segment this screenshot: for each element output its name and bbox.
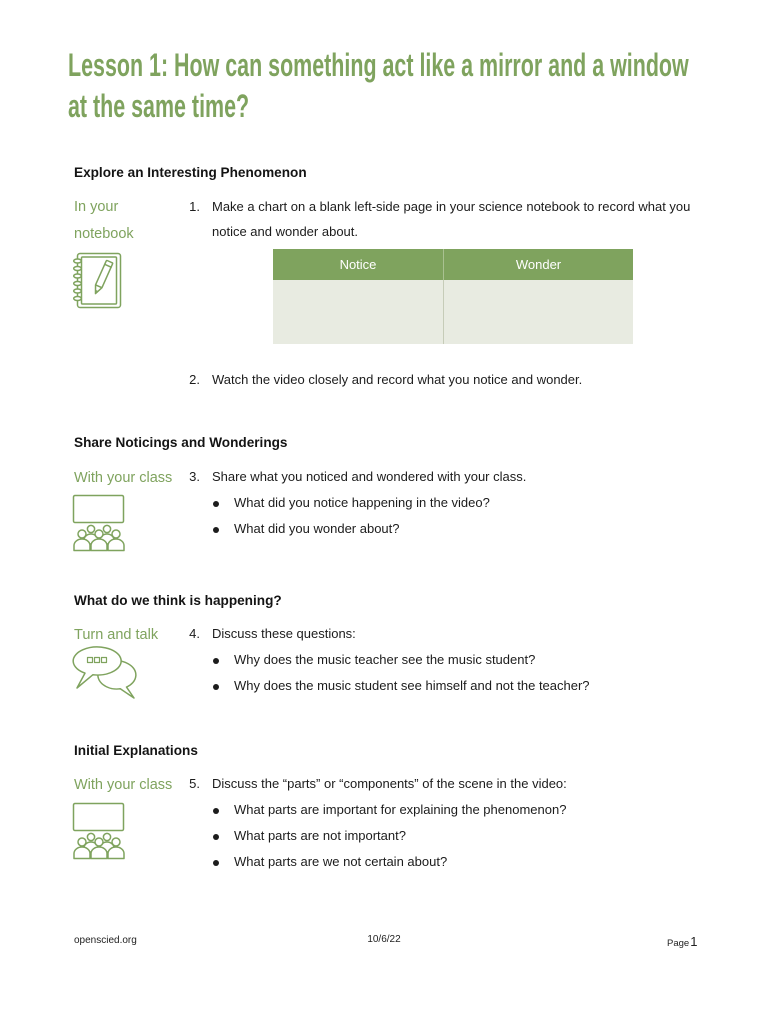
notice-wonder-table (273, 249, 633, 344)
section-share-noticings (0, 433, 768, 583)
bullet-item (0, 490, 768, 516)
bullet-item (0, 516, 768, 542)
numbered-item (0, 194, 768, 244)
bullet-text: What did you wonder about? (234, 521, 400, 536)
bullet-text: Why does the music student see himself and not the teacher? (234, 678, 590, 693)
footer-page-number (667, 934, 697, 952)
item-text: Make a chart on a blank left-side page in your science notebook to record what you notice and wonder about. (212, 199, 691, 239)
bullet-text: Why does the music teacher see the music student? (234, 652, 536, 667)
bullet-item (0, 673, 768, 699)
bullet-dot (213, 684, 219, 690)
page-number: 1 (690, 934, 698, 949)
bullet-dot (213, 808, 219, 814)
section-initial-explanations (0, 741, 768, 891)
footer-date: 10/6/22 (367, 934, 401, 945)
section-heading: Share Noticings and Wonderings (74, 435, 288, 450)
numbered-item (0, 464, 768, 542)
bullet-text: What parts are we not certain about? (234, 854, 448, 869)
bullet-item (0, 823, 768, 849)
section-heading: Initial Explanations (74, 743, 198, 758)
bullet-text: What did you notice happening in the video? (234, 495, 490, 510)
bullet-dot (213, 501, 219, 507)
footer-site: openscied.org (74, 935, 137, 946)
item-number: 5. (189, 776, 200, 791)
bullet-dot (213, 860, 219, 866)
table-header-wonder: Wonder (443, 249, 633, 280)
bullet-dot (213, 834, 219, 840)
section-what-is-happening (0, 591, 768, 741)
numbered-item (0, 771, 768, 875)
table-cell-notice (273, 280, 443, 344)
item-text: Share what you noticed and wondered with your class. (212, 469, 527, 484)
section-explore-phenomenon (0, 163, 768, 395)
table-header-notice: Notice (273, 249, 443, 280)
activity-label: In your notebook (74, 198, 134, 242)
item-text: Watch the video closely and record what you notice and wonder. (212, 372, 583, 387)
bullet-list (0, 647, 768, 699)
item-number: 4. (189, 626, 200, 641)
section-heading: Explore an Interesting Phenomenon (74, 165, 307, 180)
bullet-text: What parts are not important? (234, 828, 406, 843)
numbered-item (0, 367, 768, 392)
bullet-list (0, 490, 768, 542)
bullet-item (0, 797, 768, 823)
bullet-dot (213, 658, 219, 664)
item-number: 3. (189, 469, 200, 484)
page-label: Page (667, 938, 690, 949)
numbered-item (0, 621, 768, 699)
table-cell-wonder (443, 280, 633, 344)
notebook-icon (71, 252, 123, 309)
activity-label: With your class (74, 469, 173, 486)
bullet-list (0, 797, 768, 875)
item-number: 2. (189, 372, 200, 387)
activity-label: With your class (74, 776, 173, 793)
item-number: 1. (189, 199, 200, 214)
title-container (68, 45, 758, 137)
bullet-dot (213, 527, 219, 533)
bullet-text: What parts are important for explaining the phenomenon? (234, 802, 567, 817)
page-title: Lesson 1: How can something act like a mirror and a window at the same time? (68, 47, 689, 124)
section-heading: What do we think is happening? (74, 593, 282, 608)
bullet-item (0, 849, 768, 875)
bullet-item (0, 647, 768, 673)
item-text: Discuss the “parts” or “components” of the scene in the video: (212, 776, 567, 791)
activity-label: Turn and talk (74, 626, 159, 643)
item-text: Discuss these questions: (212, 626, 356, 641)
